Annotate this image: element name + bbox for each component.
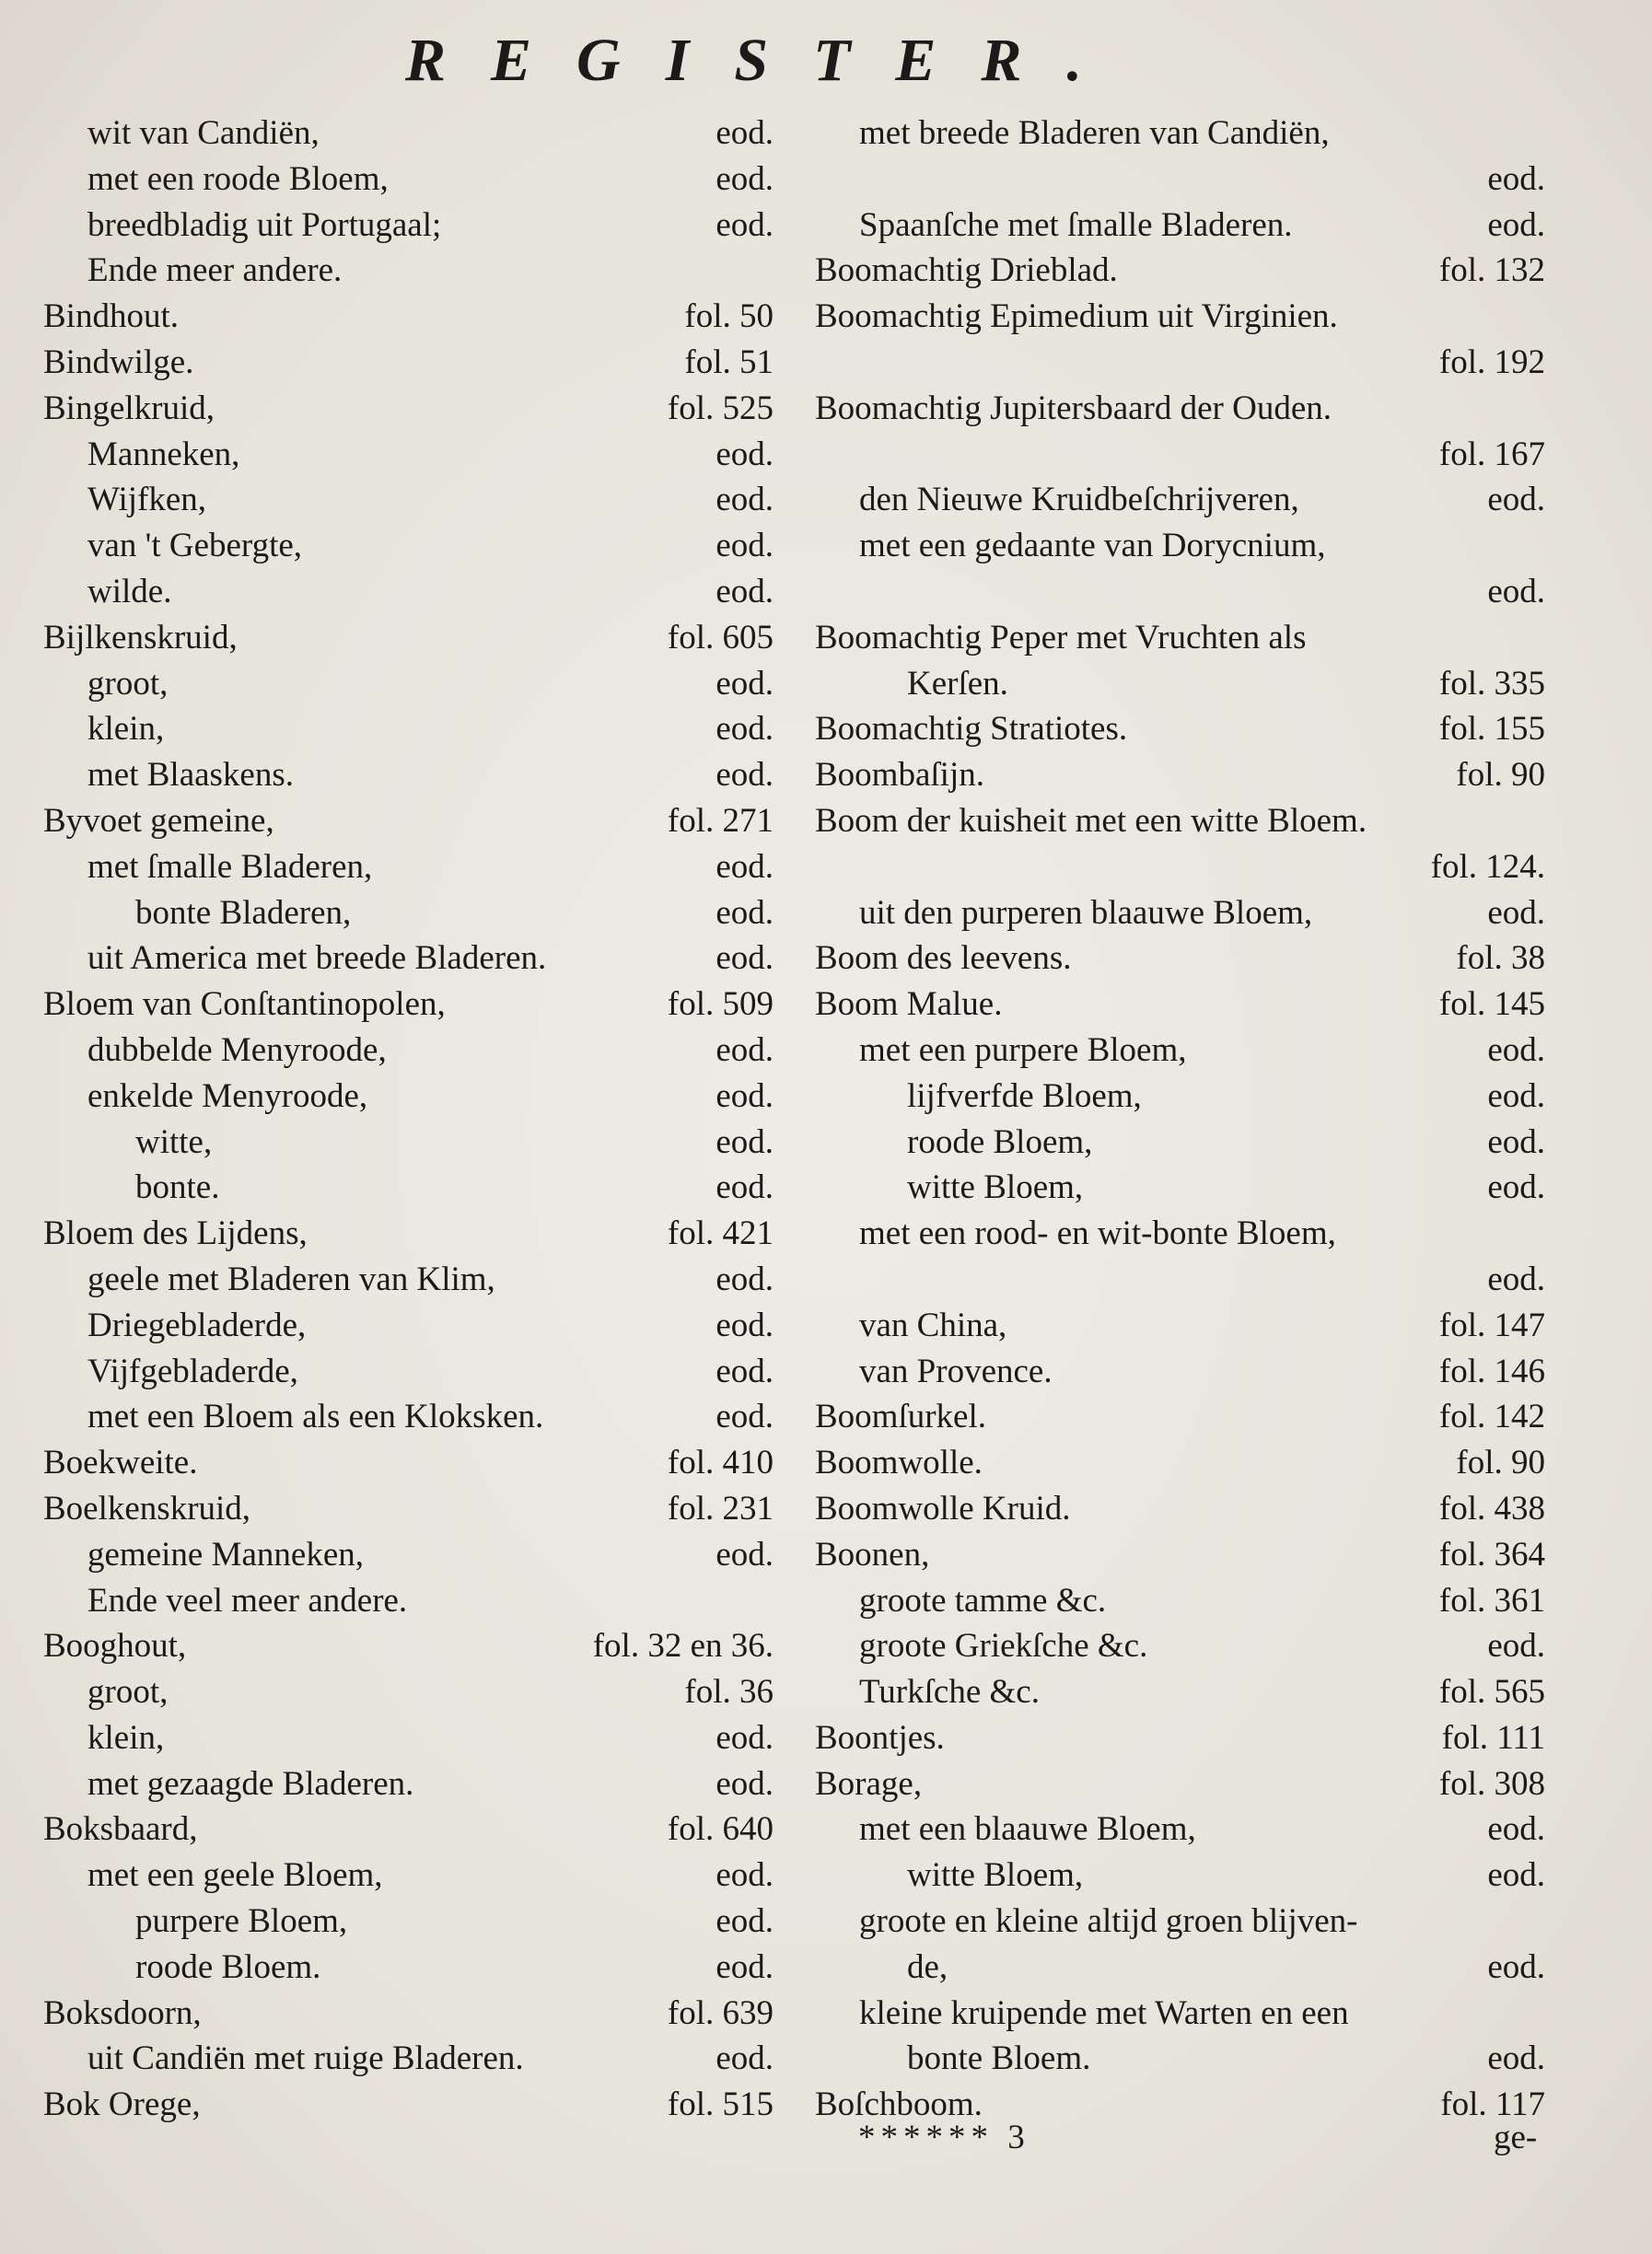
entry-term: Boomachtig Stratiotes.: [815, 710, 1128, 749]
entry-reference: fol. 335: [1438, 664, 1545, 703]
entry-reference: eod.: [715, 1168, 774, 1207]
entry-term: breedbladig uit Portugaal;: [87, 205, 442, 244]
entry-term: Boomachtig Peper met Vruchten als: [815, 618, 1307, 656]
index-entry: [43, 798, 774, 844]
catchword: ge-: [1494, 2119, 1538, 2156]
entry-reference: fol. 438: [1438, 1489, 1545, 1528]
index-entry: [815, 890, 1545, 936]
entry-term: Ende veel meer andere.: [87, 1581, 408, 1620]
entry-reference: eod.: [715, 527, 774, 565]
entry-reference: fol. 90: [1456, 1444, 1545, 1482]
index-entry: [815, 1899, 1545, 1945]
entry-term: Boom des leevens.: [815, 939, 1072, 978]
index-entry: [43, 1074, 774, 1120]
index-entry: [43, 477, 774, 523]
entry-term: gemeine Manneken,: [87, 1535, 364, 1574]
index-entry: [815, 615, 1545, 661]
entry-term: groot,: [87, 1673, 169, 1712]
entry-reference: eod.: [715, 159, 774, 198]
index-entry: [815, 2036, 1545, 2082]
index-entry: [815, 1440, 1545, 1486]
entry-term: Boom der kuisheit met een witte Bloem.: [815, 801, 1367, 840]
index-entry: [815, 1486, 1545, 1532]
entry-reference: fol. 515: [667, 2086, 774, 2124]
entry-term: bonte Bladeren,: [135, 893, 352, 932]
index-entry: [815, 386, 1545, 432]
entry-term: Vijfgebladerde,: [87, 1352, 298, 1390]
entry-term: Wijfken,: [87, 481, 206, 519]
index-entry: [43, 1165, 774, 1211]
entry-reference: eod.: [1487, 1947, 1545, 1986]
entry-reference: eod.: [1487, 159, 1545, 198]
entry-term: met een purpere Bloem,: [859, 1030, 1187, 1069]
entry-term: met een Bloem als een Kloksken.: [87, 1398, 544, 1436]
entry-term: roode Bloem.: [135, 1947, 321, 1986]
entry-term: kleine kruipende met Warten en een: [859, 1993, 1349, 2032]
entry-term: klein,: [87, 710, 165, 749]
entry-reference: eod.: [1487, 1030, 1545, 1069]
entry-term: Bindhout.: [43, 297, 179, 336]
entry-reference: eod.: [715, 710, 774, 749]
signature-mark: ****** 3: [858, 2119, 1030, 2156]
entry-term: klein,: [87, 1718, 165, 1757]
entry-reference: eod.: [715, 1352, 774, 1390]
index-entry: [815, 1991, 1545, 2037]
entry-term: Boſchboom.: [815, 2086, 983, 2124]
entry-reference: eod.: [1487, 1856, 1545, 1895]
entry-reference: fol. 605: [667, 618, 774, 656]
index-entry: [43, 661, 774, 707]
entry-term: uit den purperen blaauwe Bloem,: [859, 893, 1313, 932]
entry-reference: fol. 271: [667, 801, 774, 840]
entry-term: Bloem des Lijdens,: [43, 1214, 308, 1253]
entry-term: witte,: [135, 1122, 213, 1161]
index-entry: [43, 203, 774, 249]
entry-reference: eod.: [715, 893, 774, 932]
index-entry: [815, 1945, 1545, 1991]
entry-term: witte Bloem,: [907, 1856, 1084, 1895]
index-entry: [815, 752, 1545, 798]
entry-reference: eod.: [715, 1076, 774, 1115]
entry-reference: eod.: [715, 1306, 774, 1344]
index-entry: [43, 706, 774, 752]
entry-term: Boontjes.: [815, 1718, 945, 1757]
entry-reference: fol. 640: [667, 1810, 774, 1849]
entry-reference: eod.: [715, 435, 774, 473]
index-entry: [815, 477, 1545, 523]
entry-term: wit van Candiën,: [87, 114, 320, 152]
index-entry: [815, 1807, 1545, 1853]
entry-reference: eod.: [715, 1764, 774, 1803]
index-entry: [43, 1486, 774, 1532]
index-entry: [815, 248, 1545, 294]
entry-term: met een roode Bloem,: [87, 159, 389, 198]
entry-reference: fol. 36: [684, 1673, 774, 1712]
entry-reference: eod.: [715, 1902, 774, 1941]
entry-term: Boomwolle Kruid.: [815, 1489, 1071, 1528]
entry-reference: fol. 565: [1438, 1673, 1545, 1712]
page-title: REGISTER.: [405, 27, 1127, 94]
index-entry: [815, 982, 1545, 1028]
entry-reference: fol. 90: [1456, 756, 1545, 795]
index-entry: [43, 1349, 774, 1395]
index-entry: [43, 569, 774, 615]
index-entry: [43, 1120, 774, 1166]
entry-term: Borage,: [815, 1764, 923, 1803]
entry-term: groot,: [87, 664, 169, 703]
entry-term: Boksdoorn,: [43, 1993, 202, 2032]
index-entry: [815, 1257, 1545, 1303]
entry-term: den Nieuwe Kruidbeſchrijveren,: [859, 481, 1299, 519]
entry-term: de,: [907, 1947, 948, 1986]
index-entry: [815, 1120, 1545, 1166]
entry-reference: fol. 142: [1438, 1398, 1545, 1436]
index-entry: [815, 1165, 1545, 1211]
entry-term: groote tamme &c.: [859, 1581, 1107, 1620]
index-entry: [43, 1440, 774, 1486]
entry-term: van China,: [859, 1306, 1007, 1344]
index-entry: [43, 752, 774, 798]
index-entry: [43, 844, 774, 890]
entry-term: Boomachtig Drieblad.: [815, 251, 1118, 290]
entry-term: Boonen,: [815, 1535, 930, 1574]
entry-reference: eod.: [1487, 481, 1545, 519]
entry-term: met een rood- en wit-bonte Bloem,: [859, 1214, 1336, 1253]
index-entry: [815, 294, 1545, 340]
entry-reference: eod.: [715, 481, 774, 519]
index-entry: [815, 1074, 1545, 1120]
index-entry: [43, 1578, 774, 1624]
entry-reference: fol. 124.: [1430, 847, 1545, 886]
entry-reference: eod.: [715, 1947, 774, 1986]
index-entry: [815, 1669, 1545, 1715]
entry-reference: eod.: [715, 1535, 774, 1574]
index-entry: [43, 2036, 774, 2082]
index-entry: [815, 1028, 1545, 1074]
entry-reference: eod.: [715, 1856, 774, 1895]
index-entry: [815, 798, 1545, 844]
entry-term: met gezaagde Bladeren.: [87, 1764, 414, 1803]
entry-reference: fol. 525: [667, 389, 774, 427]
index-entry: [815, 157, 1545, 203]
index-entry: [43, 294, 774, 340]
entry-term: bonte.: [135, 1168, 220, 1207]
index-entry: [43, 1394, 774, 1440]
entry-term: Spaanſche met ſmalle Bladeren.: [859, 205, 1293, 244]
index-entry: [43, 1669, 774, 1715]
entry-term: Ende meer andere.: [87, 251, 343, 290]
entry-term: groote Griekſche &c.: [859, 1627, 1148, 1666]
index-entry: [815, 1303, 1545, 1349]
entry-reference: fol. 146: [1438, 1352, 1545, 1390]
entry-term: Boekweite.: [43, 1444, 198, 1482]
entry-term: Booghout,: [43, 1627, 187, 1666]
index-entry: [43, 935, 774, 982]
index-column-left: [43, 110, 774, 2128]
index-entry: [43, 340, 774, 386]
entry-term: purpere Bloem,: [135, 1902, 348, 1941]
index-entry: [815, 1394, 1545, 1440]
index-entry: [43, 248, 774, 294]
entry-reference: eod.: [1487, 893, 1545, 932]
entry-reference: eod.: [715, 572, 774, 610]
entry-term: met breede Bladeren van Candiën,: [859, 114, 1330, 152]
index-entry: [815, 203, 1545, 249]
index-entry: [815, 569, 1545, 615]
index-entry: [43, 432, 774, 478]
entry-term: Boomachtig Jupitersbaard der Ouden.: [815, 389, 1332, 427]
entry-reference: eod.: [1487, 1122, 1545, 1161]
entry-reference: fol. 38: [1456, 939, 1545, 978]
entry-reference: fol. 410: [667, 1444, 774, 1482]
index-entry: [815, 523, 1545, 569]
entry-reference: fol. 32 en 36.: [592, 1627, 774, 1666]
index-entry: [43, 1761, 774, 1807]
entry-term: van Provence.: [859, 1352, 1053, 1390]
entry-reference: fol. 364: [1438, 1535, 1545, 1574]
entry-reference: fol. 308: [1438, 1764, 1545, 1803]
entry-term: Bloem van Conſtantinopolen,: [43, 985, 446, 1024]
entry-term: Bok Orege,: [43, 2086, 201, 2124]
entry-term: Boom Malue.: [815, 985, 1003, 1024]
entry-term: met een blaauwe Bloem,: [859, 1810, 1196, 1849]
index-entry: [815, 706, 1545, 752]
entry-reference: eod.: [1487, 2039, 1545, 2078]
entry-reference: fol. 117: [1440, 2086, 1545, 2124]
entry-term: Bingelkruid,: [43, 389, 215, 427]
entry-reference: eod.: [715, 756, 774, 795]
index-entry: [43, 1303, 774, 1349]
entry-reference: fol. 639: [667, 1993, 774, 2032]
index-entry: [815, 661, 1545, 707]
index-entry: [43, 386, 774, 432]
index-entry: [43, 1257, 774, 1303]
entry-reference: eod.: [1487, 1810, 1545, 1849]
entry-reference: eod.: [715, 1122, 774, 1161]
entry-reference: eod.: [715, 1260, 774, 1298]
entry-reference: fol. 145: [1438, 985, 1545, 1024]
index-entry: [815, 110, 1545, 157]
index-entry: [43, 110, 774, 157]
index-entry: [43, 1991, 774, 2037]
entry-term: groote en kleine altijd groen blijven-: [859, 1902, 1358, 1941]
index-entry: [43, 615, 774, 661]
entry-term: roode Bloem,: [907, 1122, 1093, 1161]
entry-term: Driegebladerde,: [87, 1306, 307, 1344]
entry-term: wilde.: [87, 572, 172, 610]
entry-term: Manneken,: [87, 435, 240, 473]
index-entry: [43, 1715, 774, 1761]
entry-reference: fol. 50: [684, 297, 774, 336]
index-entry: [815, 1578, 1545, 1624]
index-entry: [43, 1532, 774, 1578]
index-column-right: [815, 110, 1545, 2128]
index-entry: [43, 523, 774, 569]
entry-term: enkelde Menyroode,: [87, 1076, 368, 1115]
entry-term: Boombaſijn.: [815, 756, 984, 795]
entry-reference: eod.: [715, 847, 774, 886]
entry-reference: fol. 509: [667, 985, 774, 1024]
entry-term: van 't Gebergte,: [87, 527, 303, 565]
entry-reference: eod.: [715, 1718, 774, 1757]
index-entry: [815, 1211, 1545, 1257]
entry-reference: fol. 51: [684, 343, 774, 381]
entry-reference: eod.: [1487, 1627, 1545, 1666]
entry-reference: fol. 132: [1438, 251, 1545, 290]
entry-term: uit America met breede Bladeren.: [87, 939, 547, 978]
entry-reference: eod.: [1487, 1260, 1545, 1298]
index-entry: [815, 1715, 1545, 1761]
entry-reference: eod.: [715, 2039, 774, 2078]
entry-reference: eod.: [715, 205, 774, 244]
entry-reference: fol. 167: [1438, 435, 1545, 473]
index-entry: [815, 432, 1545, 478]
entry-term: met een gedaante van Dorycnium,: [859, 527, 1326, 565]
entry-term: Boelkenskruid,: [43, 1489, 251, 1528]
entry-term: witte Bloem,: [907, 1168, 1084, 1207]
entry-term: bonte Bloem.: [907, 2039, 1091, 2078]
index-entry: [815, 1532, 1545, 1578]
entry-term: lijfverfde Bloem,: [907, 1076, 1142, 1115]
entry-reference: eod.: [1487, 572, 1545, 610]
entry-term: met een geele Bloem,: [87, 1856, 383, 1895]
entry-reference: eod.: [715, 1398, 774, 1436]
entry-reference: eod.: [715, 1030, 774, 1069]
index-entry: [815, 935, 1545, 982]
entry-reference: eod.: [715, 114, 774, 152]
index-entry: [43, 1853, 774, 1899]
index-entry: [43, 1945, 774, 1991]
entry-term: Bijlkenskruid,: [43, 618, 238, 656]
entry-term: met Blaaskens.: [87, 756, 295, 795]
entry-term: dubbelde Menyroode,: [87, 1030, 387, 1069]
entry-reference: eod.: [1487, 1076, 1545, 1115]
index-entry: [43, 1623, 774, 1669]
entry-term: met ſmalle Bladeren,: [87, 847, 373, 886]
index-entry: [815, 844, 1545, 890]
entry-reference: fol. 147: [1438, 1306, 1545, 1344]
entry-term: Kerſen.: [907, 664, 1008, 703]
entry-reference: fol. 111: [1441, 1718, 1545, 1757]
index-entry: [43, 1899, 774, 1945]
entry-reference: fol. 155: [1438, 710, 1545, 749]
entry-term: Bindwilge.: [43, 343, 194, 381]
index-entry: [815, 1349, 1545, 1395]
entry-reference: fol. 421: [667, 1214, 774, 1253]
entry-reference: fol. 192: [1438, 343, 1545, 381]
index-entry: [43, 2082, 774, 2128]
entry-reference: eod.: [715, 664, 774, 703]
entry-term: uit Candiën met ruige Bladeren.: [87, 2039, 524, 2078]
index-entry: [43, 1211, 774, 1257]
index-entry: [43, 890, 774, 936]
index-entry: [815, 1761, 1545, 1807]
entry-reference: eod.: [715, 939, 774, 978]
index-entry: [43, 1028, 774, 1074]
entry-term: Byvoet gemeine,: [43, 801, 274, 840]
entry-term: Boomachtig Epimedium uit Virginien.: [815, 297, 1338, 336]
index-entry: [815, 1623, 1545, 1669]
entry-term: Boomſurkel.: [815, 1398, 987, 1436]
entry-reference: eod.: [1487, 1168, 1545, 1207]
entry-reference: fol. 361: [1438, 1581, 1545, 1620]
index-entry: [43, 157, 774, 203]
entry-term: Boomwolle.: [815, 1444, 983, 1482]
entry-term: Turkſche &c.: [859, 1673, 1040, 1712]
entry-reference: fol. 231: [667, 1489, 774, 1528]
index-entry: [815, 340, 1545, 386]
entry-reference: eod.: [1487, 205, 1545, 244]
entry-term: geele met Bladeren van Klim,: [87, 1260, 495, 1298]
entry-term: Boksbaard,: [43, 1810, 198, 1849]
index-entry: [815, 1853, 1545, 1899]
index-entry: [43, 1807, 774, 1853]
index-entry: [43, 982, 774, 1028]
